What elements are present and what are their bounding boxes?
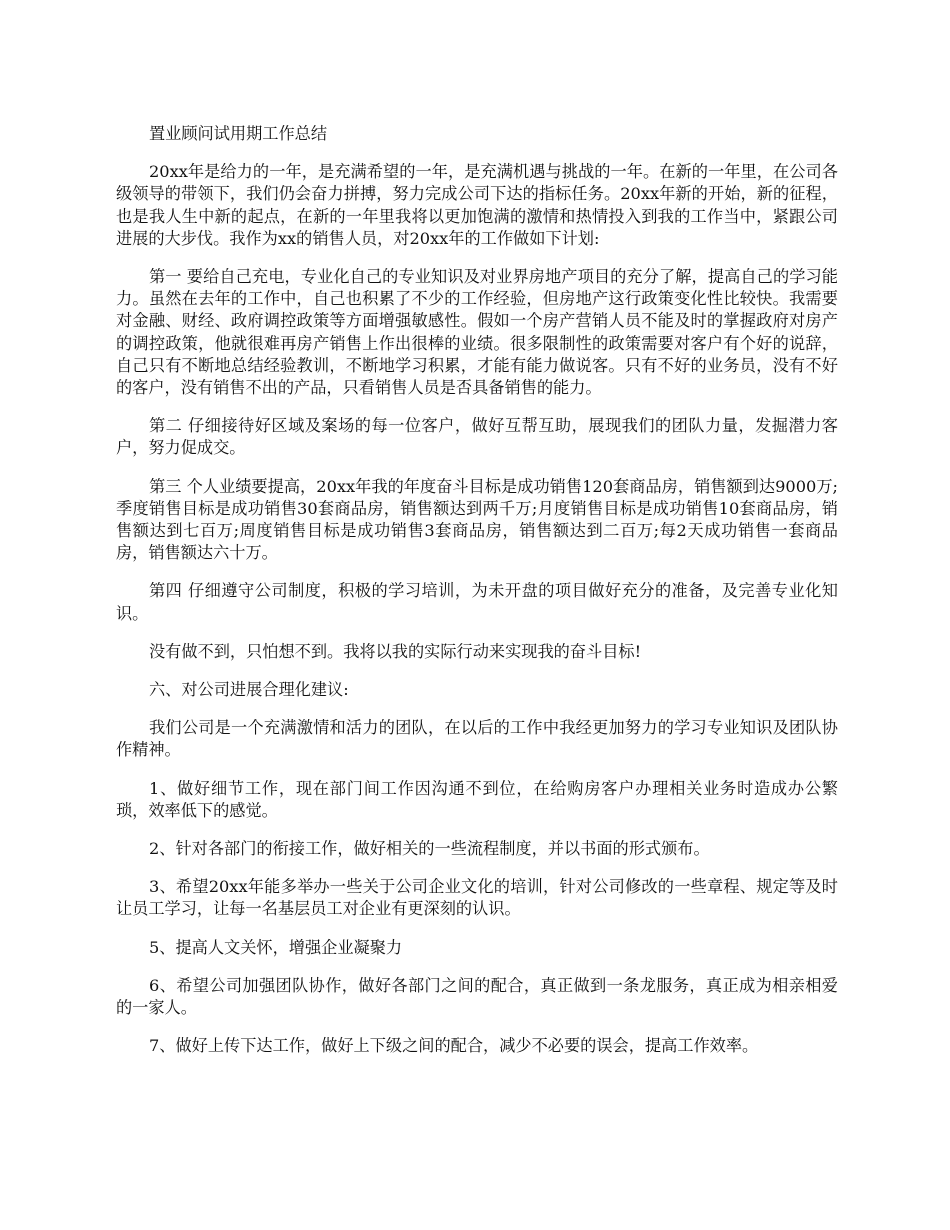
document-body xyxy=(116,123,838,1074)
document-title: 置业顾问试用期工作总结 xyxy=(149,124,328,143)
suggestion-item-6: 6、希望公司加强团队协作，做好各部门之间的配合，真正做到一条龙服务，真正成为相亲相爱的一家人。 xyxy=(116,975,838,1018)
suggestion-item-5: 5、提高人文关怀，增强企业凝聚力 xyxy=(149,937,403,957)
paragraph-plan-2: 第二 仔细接待好区域及案场的每一位客户，做好互帮互助，展现我们的团队力量，发掘潜力客户，努力促成交。 xyxy=(116,416,838,458)
section-heading-suggestions: 六、对公司进展合理化建议: xyxy=(149,680,349,700)
paragraph-plan-4: 第四 仔细遵守公司制度，积极的学习培训，为未开盘的项目做好充分的准备，及完善专业化知识。 xyxy=(116,581,838,623)
suggestion-item-2: 2、针对各部门的衔接工作，做好相关的一些流程制度，并以书面的形式颁布。 xyxy=(149,839,710,859)
paragraph-team: 我们公司是一个充满激情和活力的团队，在以后的工作中我经更加努力的学习专业知识及团队协作精神。 xyxy=(116,718,838,760)
paragraph-intro: 20xx年是给力的一年，是充满希望的一年，是充满机遇与挑战的一年。在新的一年里，在公司各级领导的带领下，我们仍会奋力拼搏，努力完成公司下达的指标任务。20xx年新的开始，新的征程，也是我人生中新的起点，在新的一年里我将以更加饱满的激情和热情投入到我的工作当中，紧跟公司进展的大步伐。我作为xx的销售人员，对20xx年的工作做如下计划: xyxy=(116,162,838,248)
suggestion-item-7: 7、做好上传下达工作，做好上下级之间的配合，减少不必要的误会，提高工作效率。 xyxy=(149,1036,759,1056)
paragraph-plan-1: 第一 要给自己充电，专业化自己的专业知识及对业界房地产项目的充分了解，提高自己的学习能力。虽然在去年的工作中，自己也积累了不少的工作经验，但房地产这行政策变化性比较快。我需要对金融、财经、政府调控政策等方面增强敏感性。假如一个房产营销人员不能及时的掌握政府对房产的调控政策，他就很难再房产销售上作出很棒的业绩。很多限制性的政策需要对客户有个好的说辞，自己只有不断地总结经验教训，不断地学习积累，才能有能力做说客。只有不好的业务员，没有不好的客户，没有销售不出的产品，只看销售人员是否具备销售的能力。 xyxy=(116,267,838,398)
paragraph-resolve: 没有做不到，只怕想不到。我将以我的实际行动来实现我的奋斗目标! xyxy=(149,641,642,661)
suggestion-item-1: 1、做好细节工作，现在部门间工作因沟通不到位，在给购房客户办理相关业务时造成办公繁琐，效率低下的感觉。 xyxy=(116,778,838,820)
suggestion-item-3: 3、希望20xx年能多举办一些关于公司企业文化的培训，针对公司修改的一些章程、规定等及时让员工学习，让每一名基层员工对企业有更深刻的认识。 xyxy=(116,877,838,919)
paragraph-plan-3: 第三 个人业绩要提高，20xx年我的年度奋斗目标是成功销售120套商品房，销售额到达9000万;季度销售目标是成功销售30套商品房，销售额达到两千万;月度销售目标是成功销售10套商品房，销售额达到七百万;周度销售目标是成功销售3套商品房，销售额达到二百万;每2天成功销售一套商品房，销售额达六十万。 xyxy=(116,476,838,563)
